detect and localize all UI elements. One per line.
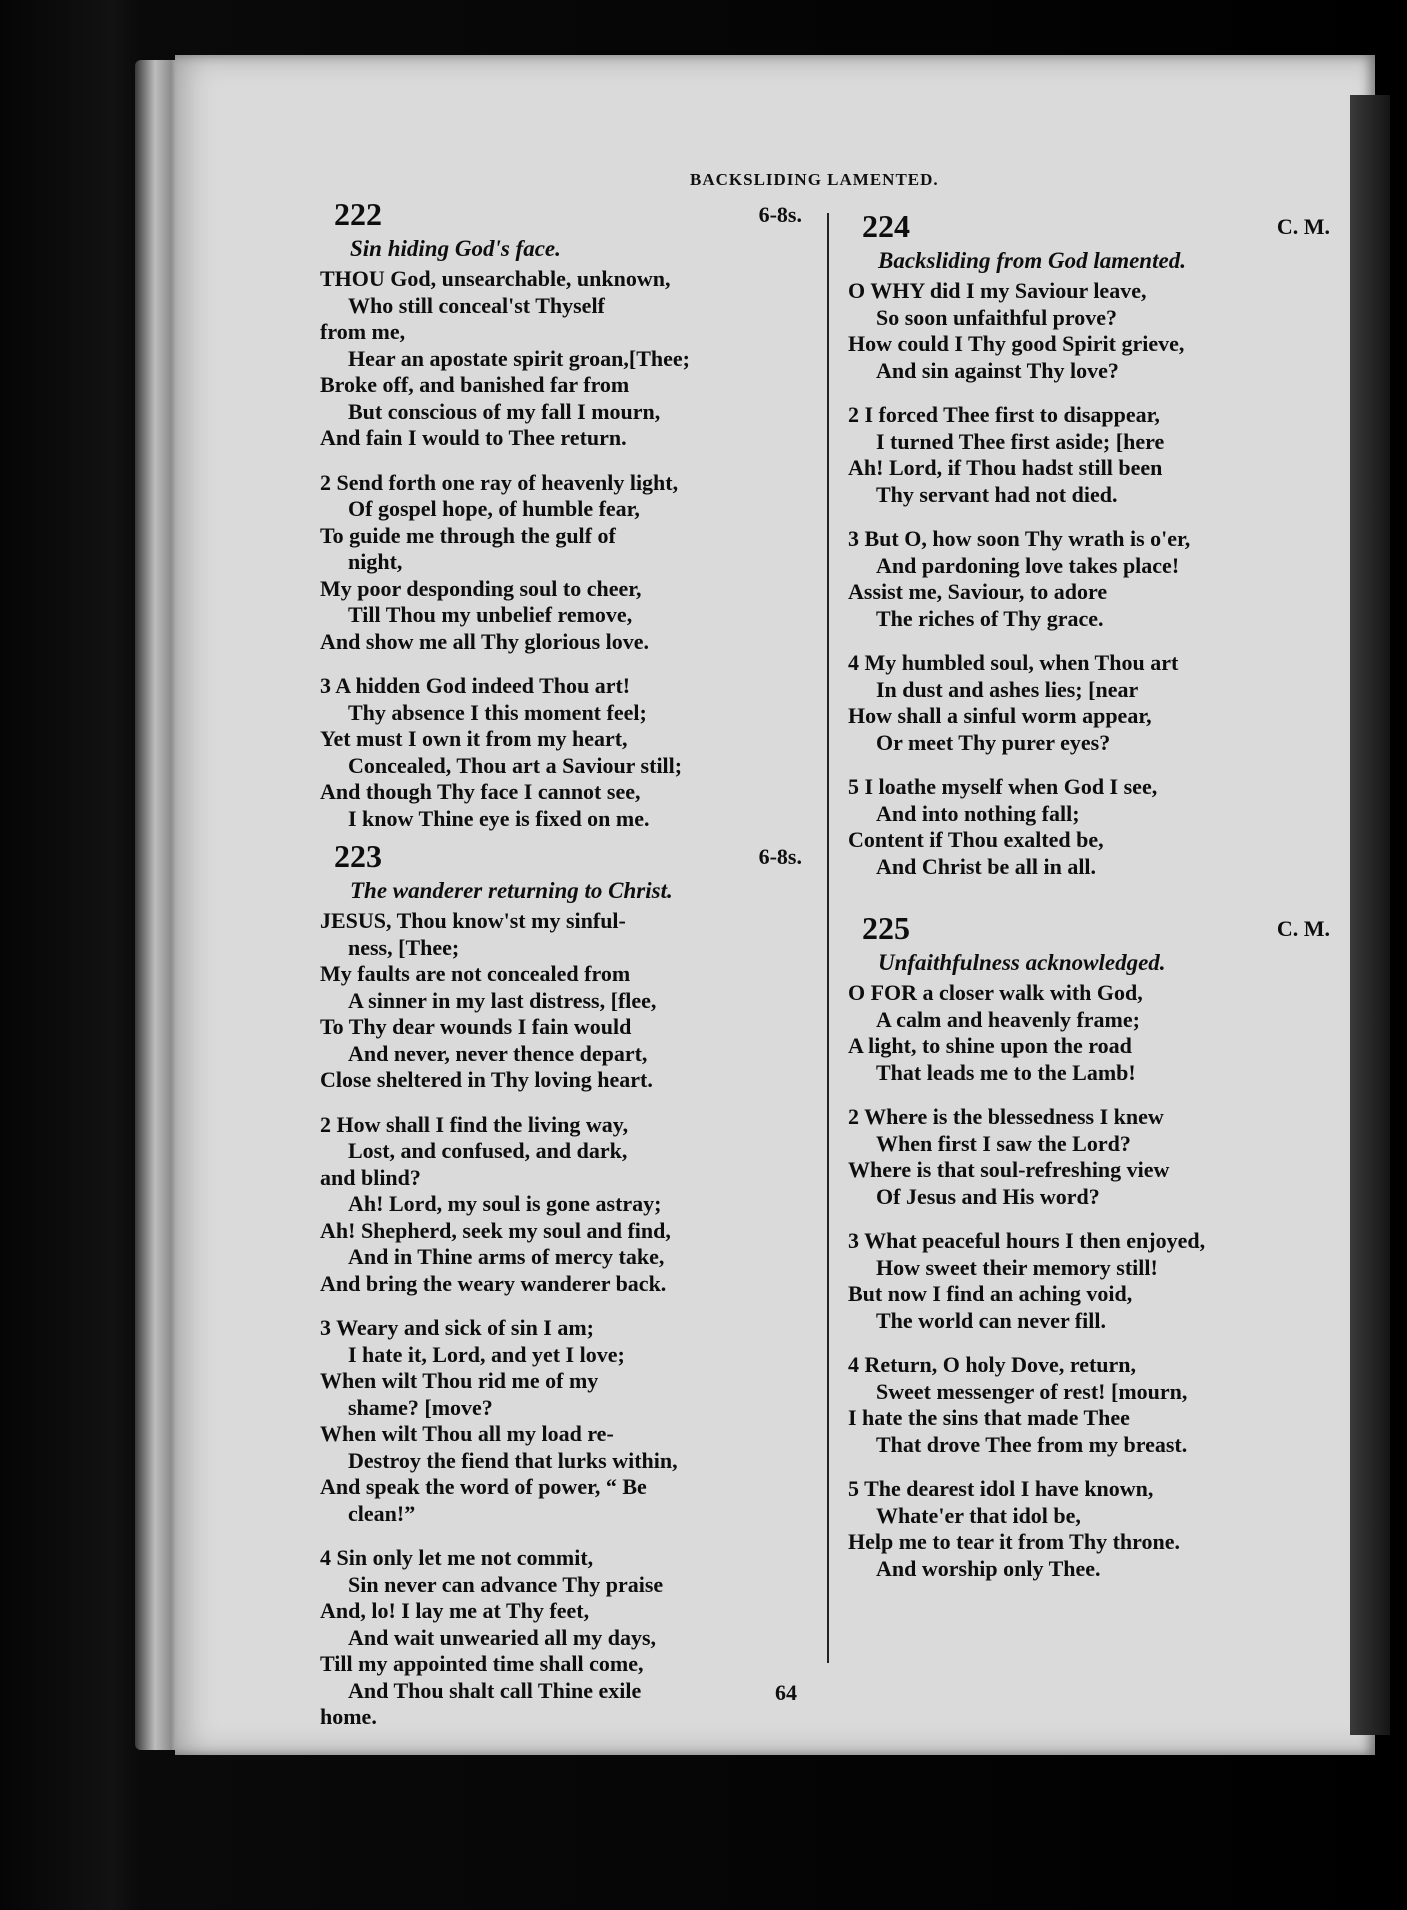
verse-line: Lost, and confused, and dark, [348,1138,628,1163]
verse-line: Close sheltered in Thy loving heart. [320,1067,653,1092]
verse-line: 4 Sin only let me not commit, [320,1545,594,1570]
verse-line: Help me to tear it from Thy throne. [848,1529,1180,1554]
verse-line: A calm and heavenly frame; [876,1006,1140,1032]
verse-line: And never, never thence depart, [348,1040,648,1066]
column-divider [827,213,829,1663]
verse-line: Who still conceal'st Thyself [348,292,605,318]
verse-line: How sweet their memory still! [876,1254,1158,1280]
verse-line: And wait unwearied all my days, [348,1624,657,1650]
verse-line: So soon unfaithful prove? [876,304,1118,330]
hymn-verse [320,266,820,452]
verse-line: Till my appointed time shall come, [320,1651,644,1676]
verse-line: To Thy dear wounds I fain would [320,1014,632,1039]
verse-line: 3 Weary and sick of sin I am; [320,1315,595,1340]
verse-line: Yet must I own it from my heart, [320,726,628,751]
verse-gap [848,1334,1348,1352]
verse-line: Destroy the fiend that lurks within, [348,1447,678,1473]
verse-line: And show me all Thy glorious love. [320,628,650,654]
verse-line: My poor desponding soul to cheer, [320,575,642,601]
hymn-meter: 6-8s. [758,844,802,869]
hymn-verse [320,673,820,832]
verse-line: And pardoning love takes place! [876,552,1180,578]
verse-line: The world can never fill. [876,1307,1106,1333]
verse-line: Where is that soul-refreshing view [848,1157,1170,1182]
right-column [848,208,1348,1582]
verse-line: How could I Thy good Spirit grieve, [848,331,1185,356]
verse-line: O FOR a closer walk with God, [848,980,1143,1005]
hymn-verse [848,1104,1348,1210]
verse-line: Content if Thou exalted be, [848,827,1104,852]
verse-line: 4 Return, O holy Dove, return, [848,1352,1137,1377]
hymn-verse [320,908,820,1094]
verse-line: And speak the word of power, “ Be [320,1474,647,1499]
verse-line: My faults are not concealed from [320,961,631,986]
hymn-title: Backsliding from God lamented. [878,248,1186,273]
verse-line: Hear an apostate spirit groan,[Thee; [348,345,690,371]
hymn-verse [848,278,1348,384]
verse-line: But conscious of my fall I mourn, [348,398,661,424]
verse-line: 2 Send forth one ray of heavenly light, [320,469,679,495]
hymn-title: Sin hiding God's face. [350,236,561,261]
verse-line: JESUS, Thou know'st my sinful- [320,908,626,933]
verse-line: Of gospel hope, of humble fear, [348,496,640,521]
verse-gap [320,1094,820,1112]
hymn-verse [848,402,1348,508]
verse-line: clean!” [348,1500,416,1526]
verse-line: I turned Thee first aside; [here [876,428,1165,454]
verse-line: Ah! Lord, if Thou hadst still been [848,455,1163,480]
verse-line: and blind? [320,1164,421,1190]
verse-line: O WHY did I my Saviour leave, [848,278,1147,303]
verse-line: And into nothing fall; [876,800,1080,826]
verse-line: 5 I loathe myself when God I see, [848,774,1158,799]
verse-line: 2 I forced Thee first to disappear, [848,402,1160,427]
hymn-verse [848,1352,1348,1458]
verse-line: Ah! Shepherd, seek my soul and find, [320,1217,671,1243]
verse-line: Thy absence I this moment feel; [348,699,647,725]
verse-line: But now I find an aching void, [848,1281,1133,1306]
hymn-meter: 6-8s. [758,202,802,227]
verse-line: A light, to shine upon the road [848,1033,1132,1058]
hymn-verse [320,470,820,656]
verse-gap [848,384,1348,402]
verse-line: Sin never can advance Thy praise [348,1571,664,1597]
verse-line: And fain I would to Thee return. [320,425,627,450]
left-column [320,196,820,1731]
verse-gap [848,1086,1348,1104]
verse-gap [848,508,1348,526]
verse-line: Thy servant had not died. [876,481,1118,507]
verse-line: When wilt Thou rid me of my [320,1368,599,1393]
hymn-number: 224 [862,208,910,244]
verse-line: 5 The dearest idol I have known, [848,1476,1154,1501]
verse-line: That leads me to the Lamb! [876,1059,1136,1085]
verse-line: 3 A hidden God indeed Thou art! [320,673,631,698]
running-head: BACKSLIDING LAMENTED. [690,170,939,189]
verse-line: Whate'er that idol be, [876,1502,1081,1528]
verse-line: When wilt Thou all my load re- [320,1421,614,1446]
hymn-verse [320,1545,820,1731]
verse-line: And worship only Thee. [876,1555,1101,1581]
verse-line: The riches of Thy grace. [876,605,1104,631]
verse-line: How shall a sinful worm appear, [848,703,1152,728]
verse-line: Till Thou my unbelief remove, [348,602,633,627]
verse-line: 2 Where is the blessedness I knew [848,1104,1164,1129]
verse-line: Concealed, Thou art a Saviour still; [348,752,683,778]
verse-line: And Christ be all in all. [876,853,1097,879]
verse-line: home. [320,1704,377,1729]
verse-line: And in Thine arms of mercy take, [348,1244,665,1269]
verse-gap [320,1527,820,1545]
verse-line: And sin against Thy love? [876,357,1119,383]
verse-line: from me, [320,319,406,344]
verse-line: 3 But O, how soon Thy wrath is o'er, [848,526,1191,551]
verse-line: 2 How shall I find the living way, [320,1111,629,1137]
verse-gap [320,1297,820,1315]
verse-gap [848,1210,1348,1228]
verse-line: And Thou shalt call Thine exile [348,1677,642,1703]
page-number: 64 [775,1680,797,1705]
hymn-title: Unfaithfulness acknowledged. [878,950,1166,975]
verse-line: Of Jesus and His word? [876,1183,1100,1209]
hymn-verse [848,526,1348,632]
verse-line: Sweet messenger of rest! [mourn, [876,1378,1188,1404]
hymn-number: 222 [334,196,382,232]
hymn-verse [320,1315,820,1527]
verse-line: And though Thy face I cannot see, [320,779,641,804]
verse-line: I know Thine eye is fixed on me. [348,805,650,831]
hymn-verse [320,1112,820,1298]
hymn-verse [848,1228,1348,1334]
hymn-title: The wanderer returning to Christ. [350,878,673,903]
verse-line: night, [348,549,403,574]
verse-line: Or meet Thy purer eyes? [876,729,1111,755]
hymn-number: 225 [862,910,910,946]
verse-line: And, lo! I lay me at Thy feet, [320,1598,590,1623]
verse-line: And bring the weary wanderer back. [320,1270,667,1296]
hymn-header [320,838,820,878]
verse-line: THOU God, unsearchable, unknown, [320,266,671,291]
hymn-verse [848,650,1348,756]
verse-line: Assist me, Saviour, to adore [848,579,1108,604]
verse-line: 4 My humbled soul, when Thou art [848,650,1179,675]
verse-line: ness, [Thee; [348,934,460,960]
hymn-header [848,910,1348,950]
page-edge-shadow [1350,95,1390,1735]
hymn-meter: C. M. [1276,916,1330,941]
hymn-header [320,196,820,236]
verse-line: In dust and ashes lies; [near [876,676,1139,702]
verse-gap [320,452,820,470]
hymn-header [848,208,1348,248]
verse-line: I hate it, Lord, and yet I love; [348,1341,625,1367]
verse-line: Ah! Lord, my soul is gone astray; [348,1191,662,1216]
verse-line: 3 What peaceful hours I then enjoyed, [848,1228,1206,1253]
verse-gap [320,655,820,673]
verse-line: shame? [move? [348,1394,493,1420]
verse-gap [848,632,1348,650]
verse-gap [848,1458,1348,1476]
hymn-verse [848,1476,1348,1582]
hymn-224 [848,208,1348,880]
hymn-verse [848,980,1348,1086]
verse-line: That drove Thee from my breast. [876,1431,1188,1457]
hymn-number: 223 [334,838,382,874]
hymn-222 [320,196,820,832]
verse-line: Broke off, and banished far from [320,372,630,397]
verse-gap [848,756,1348,774]
verse-line: I hate the sins that made Thee [848,1405,1130,1430]
hymn-verse [848,774,1348,880]
verse-line: A sinner in my last distress, [flee, [348,987,657,1013]
hymn-225 [848,910,1348,1582]
hymn-223 [320,838,820,1731]
verse-line: To guide me through the gulf of [320,522,616,548]
verse-line: When first I saw the Lord? [876,1130,1131,1156]
hymn-meter: C. M. [1276,214,1330,239]
